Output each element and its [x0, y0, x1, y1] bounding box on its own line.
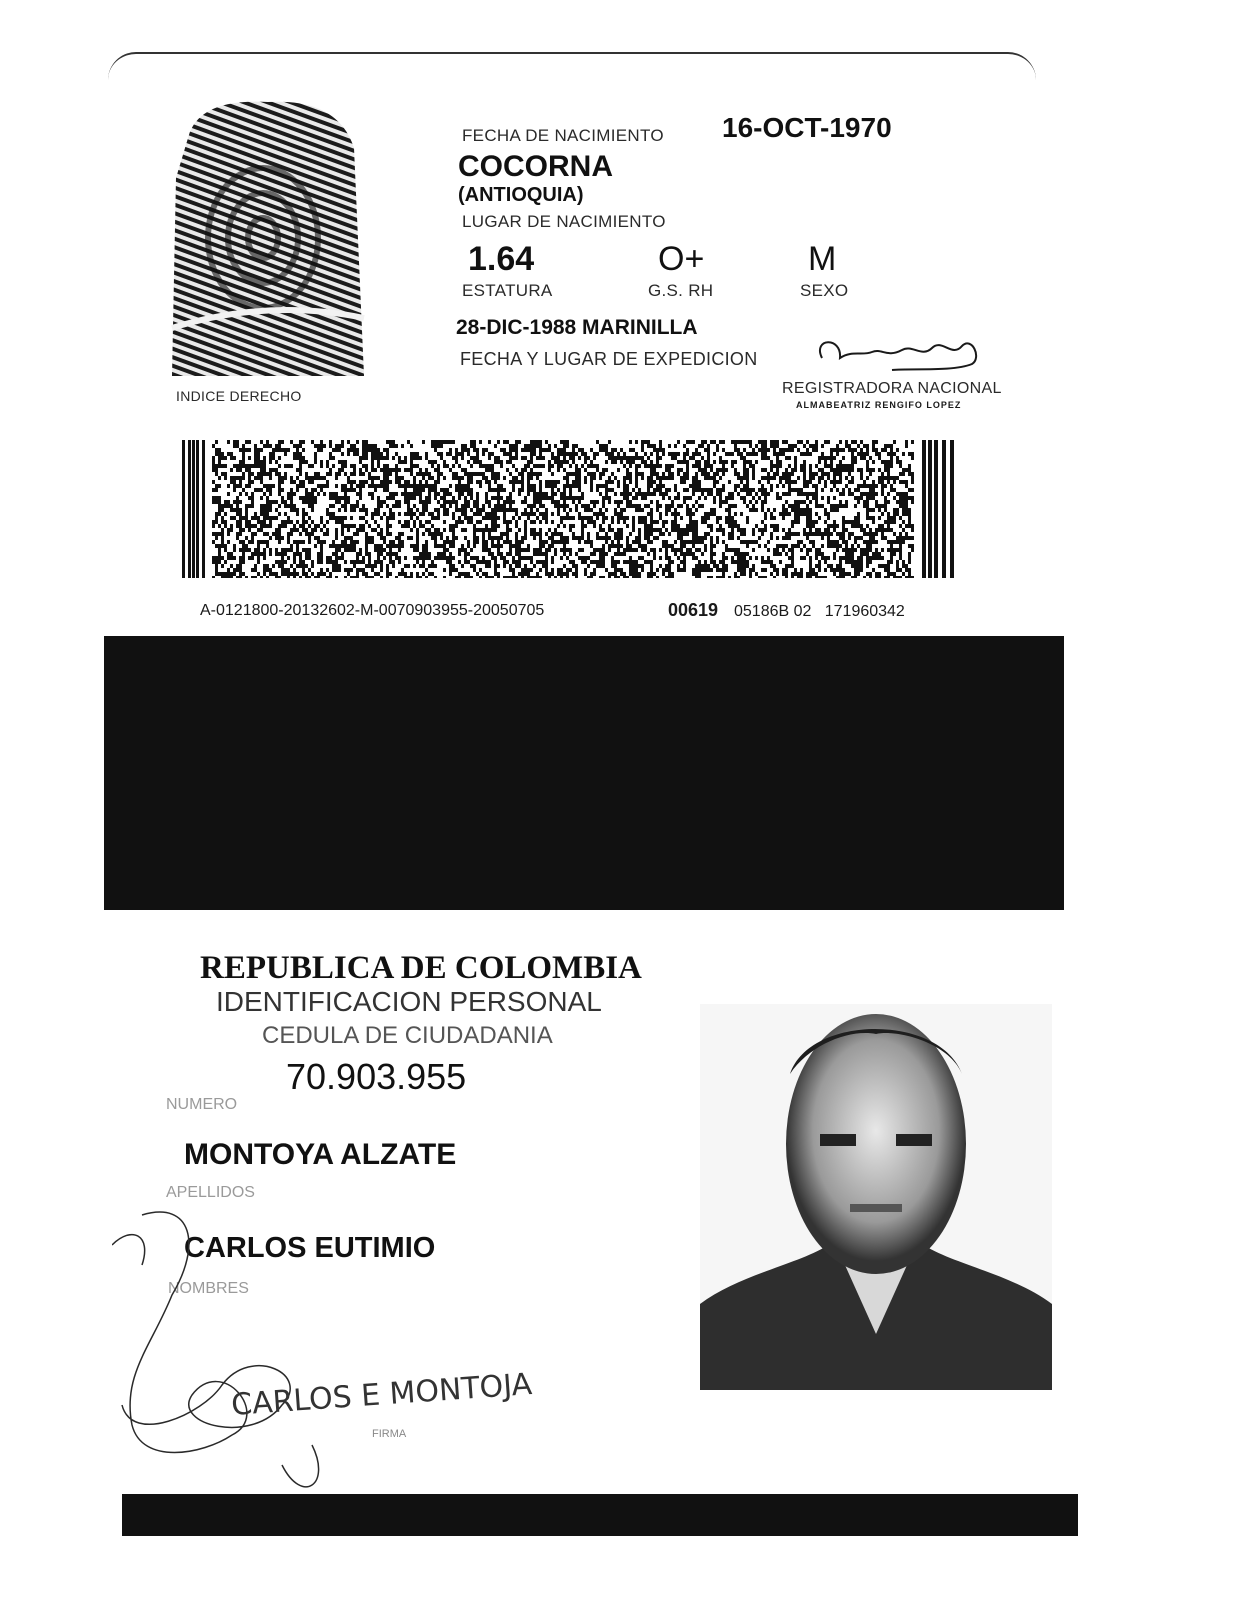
id-number: 70.903.955: [286, 1056, 467, 1097]
fingerprint-image: [168, 98, 366, 376]
holder-signature: [112, 1205, 652, 1505]
pdf417-barcode: [182, 440, 958, 578]
sex-value: M: [808, 240, 837, 278]
birth-region: (ANTIOQUIA): [458, 184, 584, 206]
birth-place-label: LUGAR DE NACIMIENTO: [462, 212, 666, 231]
code-bold: 00619: [668, 600, 719, 620]
height-label: ESTATURA: [462, 281, 553, 300]
fingerprint-label: INDICE DERECHO: [176, 388, 302, 404]
signature-label: FIRMA: [372, 1428, 407, 1440]
height-value: 1.64: [468, 240, 535, 278]
issue-label: FECHA Y LUGAR DE EXPEDICION: [460, 349, 758, 369]
portrait-photo: [700, 1004, 1052, 1390]
birth-city: COCORNA: [458, 150, 613, 183]
code-rest: 05186B 02 171960342: [734, 603, 905, 620]
signature-text: CARLOS E MONTOJA: [230, 1367, 534, 1423]
registrar-name: ALMABEATRIZ RENGIFO LOPEZ: [796, 400, 962, 410]
doc-type: IDENTIFICACION PERSONAL: [216, 986, 602, 1017]
birth-date: 16-OCT-1970: [722, 112, 892, 143]
surnames-label: APELLIDOS: [166, 1184, 255, 1201]
id-number-label: NUMERO: [166, 1096, 238, 1113]
blood-type-label: G.S. RH: [648, 281, 714, 300]
redaction-block: [104, 636, 1064, 910]
issue-date-place: 28-DIC-1988 MARINILLA: [456, 316, 698, 339]
redaction-bar-bottom: [122, 1494, 1078, 1536]
code-left: A-0121800-20132602-M-0070903955-20050705: [200, 602, 545, 619]
birth-date-label: FECHA DE NACIMIENTO: [462, 126, 664, 145]
doc-subtype: CEDULA DE CIUDADANIA: [262, 1022, 553, 1049]
given-names: CARLOS EUTIMIO: [184, 1232, 436, 1264]
registrar-signature: [812, 328, 1002, 376]
surnames: MONTOYA ALZATE: [184, 1138, 457, 1171]
given-names-label: NOMBRES: [168, 1280, 249, 1297]
sex-label: SEXO: [800, 281, 849, 300]
blood-type-value: O+: [658, 240, 705, 278]
registrar-title: REGISTRADORA NACIONAL: [782, 380, 1002, 397]
country-title: REPUBLICA DE COLOMBIA: [200, 950, 642, 986]
